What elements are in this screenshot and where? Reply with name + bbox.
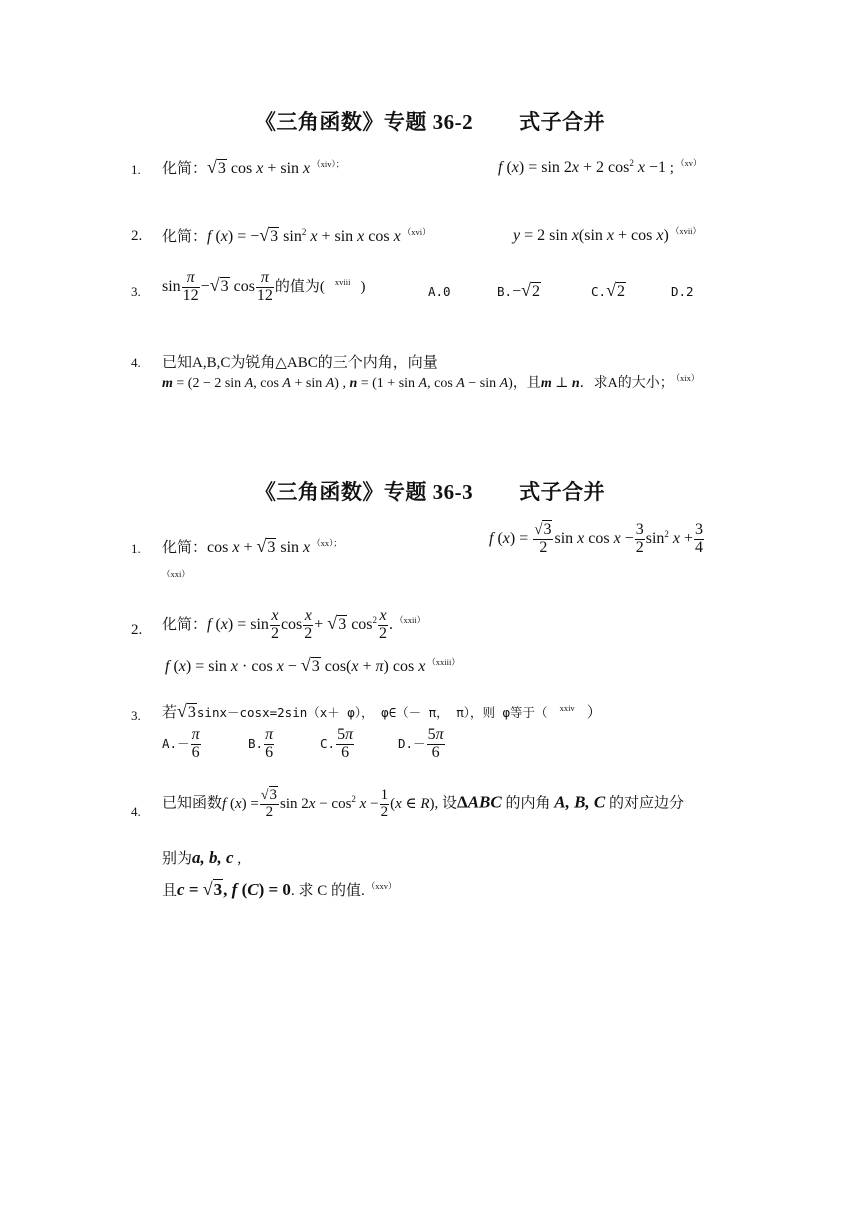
title-prefix: 《三角函数》专题 36-3 [254, 480, 474, 504]
question-4-line-2: m = (2 − 2 sin A, cos A + sin A) , n = (1 + sin A, cos A − sin A)，且m ⊥ n．求A的大小； $^{(xix)}$ [162, 373, 700, 391]
question-text: sinx－cosx=2sin（x＋ φ）， φ∈（－ π， π），则 φ等于（ [196, 705, 548, 720]
reference-mark: （xv） [675, 158, 702, 168]
option-b: B. $\frac{\pi}{6}$ [248, 726, 274, 761]
question-text: 的对应边分 [609, 795, 685, 812]
question-lead: 化简： [162, 616, 208, 633]
question-number: 1. [131, 162, 141, 177]
question-1: 化简：√3 cos x + sin x $^{(xiv);}$ [162, 157, 345, 177]
reference-mark: （xix） [675, 373, 700, 383]
reference-mark: xviii [334, 276, 351, 287]
question-text: ．求A的大小； [579, 376, 674, 391]
title-suffix: 式子合并 [519, 480, 606, 504]
question-4-line-1: 已知A,B,C为锐角△ABC的三个内角，向量 [162, 355, 438, 371]
reference-mark: （xvi） [402, 227, 431, 237]
option-b: B.−√2 [497, 280, 540, 300]
question-3: sin $\frac{\pi}{12}$ −√3 cos $\frac{\pi}{12}$ 的值为( $^{xviii}$ ) [162, 269, 366, 304]
close-paren: ） [586, 705, 602, 721]
option-a: A.0 [428, 284, 451, 299]
question-2-part-b: f (x) = sin x · cos x − √3 cos(x + π) cos x $^{(xxiii)}$ [165, 655, 460, 675]
question-number: 1. [131, 541, 141, 556]
question-2: 化简：f (x) = sin $\frac{x}{2}$ cos $\frac{x}{2}$ + √3 $\cos^2$ $\frac{x}{2}$ . $^{(xxii)}$ [162, 607, 426, 642]
question-lead: 化简： [162, 161, 208, 177]
question-text: ，且 [512, 376, 541, 391]
reference-mark: （xxi） [162, 569, 190, 579]
close-paren: ) [360, 278, 366, 295]
question-4-line-2: 别为a, b, c , [162, 848, 242, 867]
question-text: 的值为( [274, 278, 325, 295]
section-title [0, 476, 860, 506]
question-text: 别为 [162, 851, 193, 867]
question-number: 4. [131, 804, 141, 819]
option-d: D.－ $\frac{5\pi}{6}$ [398, 726, 444, 761]
question-1-ref [160, 568, 192, 588]
question-4-line-3: 且c = √3, f (C) = 0. 求 C 的值. $^{(xxv)}$ [162, 879, 397, 899]
reference-mark: （xxii） [395, 614, 426, 625]
option-c: C.√2 [591, 280, 625, 300]
reference-mark: （xvii） [670, 226, 702, 236]
title-prefix: 《三角函数》专题 36-2 [254, 110, 474, 134]
option-d: D.2 [671, 284, 694, 299]
question-lead: 若 [162, 705, 178, 721]
question-number: 2. [131, 228, 143, 244]
question-number: 3. [131, 284, 141, 299]
question-lead: 化简： [162, 540, 208, 556]
question-2: 化简：f (x) = −√3 $\sin^2 x + \sin x$ cos x $^{(xvi)}$ [162, 225, 431, 245]
section-title [0, 106, 860, 136]
question-3: 若√3sinx－cosx=2sin（x＋ φ）， φ∈（－ π， π），则 φ等于（ $^{xxiv}$ ） [162, 701, 602, 721]
question-1: 化简：cos x + √3 sin x $^{(xx);}$ [162, 536, 342, 556]
reference-mark: （xxiii） [427, 657, 460, 667]
question-2-part-b: y = 2 sin x(sin x + cos x) $^{(xvii)}$ [513, 226, 702, 244]
question-4-line-1: 已知函数f (x) = $\frac{√3}{2}$ $\sin 2x - \cos^2 x$ − $\frac{1}{2}$ (x ∈ R), 设ΔABC 的内角 A, B, C 的对应边分 [162, 787, 685, 820]
title-suffix: 式子合并 [519, 110, 606, 134]
reference-mark: （xx）； [312, 538, 342, 548]
question-number: 4. [131, 355, 141, 370]
question-1-part-b: f (x) = $\frac{√3}{2}$ sin x cos x − $\frac{3}{2}$ $\sin^2 x$ + $\frac{3}{4}$ [489, 521, 704, 556]
question-number: 2. [131, 622, 143, 638]
question-lead: 已知函数 [162, 795, 223, 812]
reference-mark: xxiv [559, 703, 575, 713]
option-a: A.－ $\frac{\pi}{6}$ [162, 726, 200, 761]
question-text: 的内角 [505, 795, 551, 812]
question-text: 且 [162, 883, 178, 899]
option-c: C. $\frac{5\pi}{6}$ [320, 726, 354, 761]
question-text: , 设 [434, 795, 458, 812]
question-lead: 化简： [162, 229, 208, 245]
reference-mark: （xiv）； [312, 159, 345, 169]
question-number: 3. [131, 708, 141, 723]
question-text: . 求 C 的值. [290, 883, 365, 899]
reference-mark: （xxv） [366, 881, 397, 891]
question-1-part-b: f (x) = sin 2x + 2 $\cos^2 x -1$ ; $^{(xv)}$ [498, 158, 702, 176]
